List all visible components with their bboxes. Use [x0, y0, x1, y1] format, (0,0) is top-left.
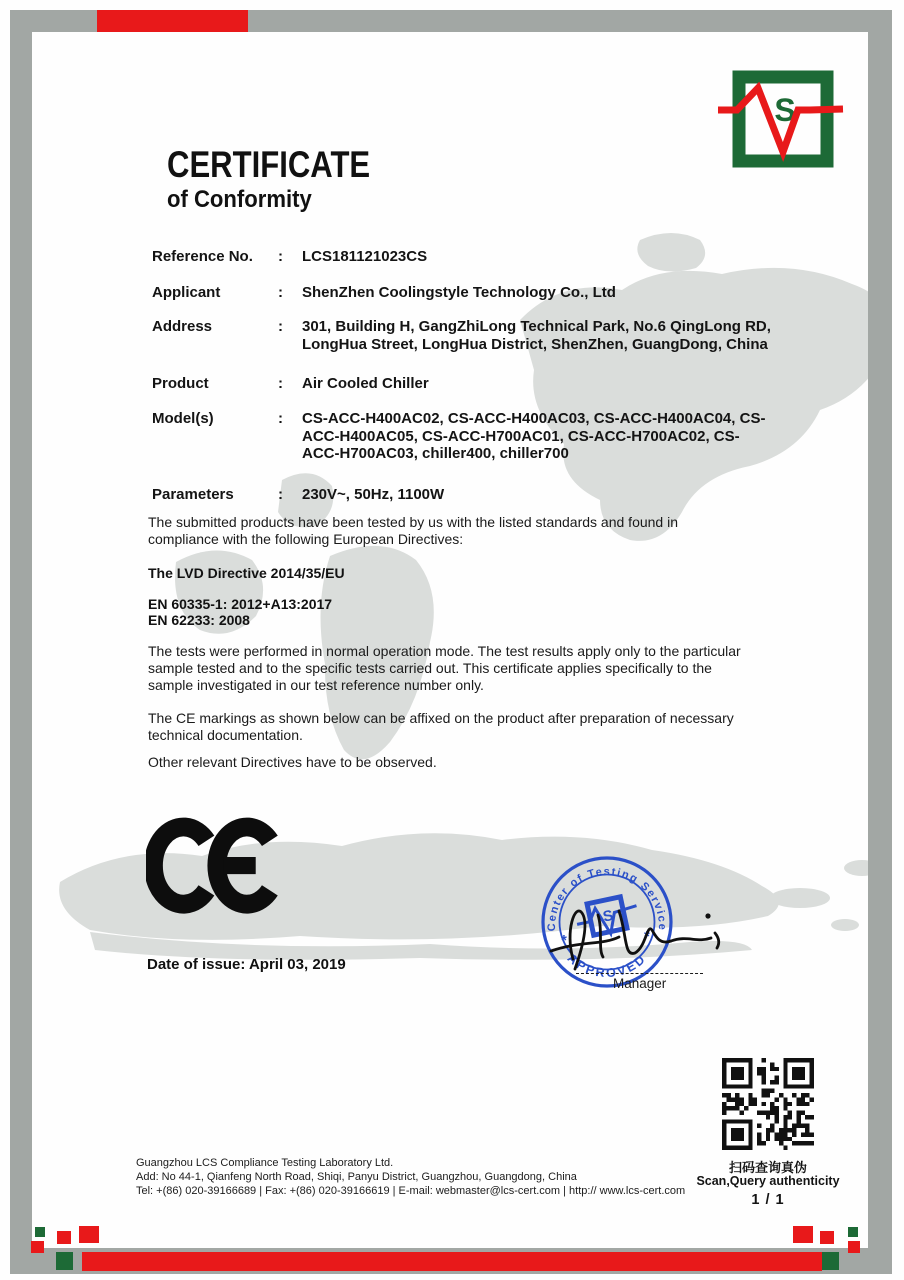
field-row-applicant [152, 284, 777, 302]
paragraph-tests: The tests were performed in normal operation mode. The test results apply only to the particular sample tested and to the specific tests carried out. This certificate applies specifically to the sample investigated in our test reference number only. [148, 643, 741, 693]
corner-sq-red-r2 [820, 1231, 834, 1244]
qr-caption-english: Scan,Query authenticity [696, 1174, 840, 1188]
manager-label: Manager [613, 976, 667, 991]
corner-sq-red-l1 [31, 1241, 44, 1253]
footer-company: Guangzhou LCS Compliance Testing Laboratory Ltd. [136, 1157, 394, 1169]
field-colon: : [278, 284, 283, 301]
stamp-star-right: * [644, 928, 650, 945]
field-colon: : [278, 318, 283, 335]
top-red-accent [97, 10, 248, 32]
bottom-green-right [822, 1252, 839, 1270]
stamp-logo-letter-s: S [601, 906, 615, 926]
field-colon: : [278, 486, 283, 503]
bottom-green-left [56, 1252, 73, 1270]
field-label-product: Product [152, 375, 209, 392]
field-value-parameters: 230V~, 50Hz, 1100W [302, 486, 445, 503]
corner-sq-red-l3 [79, 1226, 99, 1243]
certificate-title: CERTIFICATE [167, 144, 371, 185]
lcs-logo [715, 65, 845, 170]
field-label-applicant: Applicant [152, 284, 221, 301]
field-colon: : [278, 410, 283, 427]
frame-right [868, 10, 892, 1274]
field-value-reference: LCS181121023CS [302, 248, 428, 265]
ce-mark [146, 810, 296, 922]
paragraph-ce-note: The CE markings as shown below can be affixed on the product after preparation of necessary technical documentation. [148, 710, 734, 743]
logo-letter-s: S [774, 92, 796, 128]
field-label-address: Address [152, 318, 213, 335]
page-indicator: 1 / 1 [751, 1192, 785, 1208]
field-value-models: CS-ACC-H400AC02, CS-ACC-H400AC03, CS-ACC-H400AC04, CS-ACC-H400AC05, CS-ACC-H700AC01, CS-ACC-H700AC02, CS-ACC-H700AC03, chiller400, chiller700 [302, 410, 766, 462]
paragraph-lvd-directive: The LVD Directive 2014/35/EU [148, 565, 345, 581]
standard-line-1: EN 60335-1: 2012+A13:2017 [148, 596, 333, 612]
frame-left [10, 10, 32, 1274]
field-row-reference [152, 248, 777, 266]
signature-line [576, 973, 703, 974]
standard-line-2: EN 62233: 2008 [148, 612, 250, 628]
stamp-arc-top-text: Center of Testing Service [545, 865, 669, 932]
corner-sq-red-r1 [848, 1241, 860, 1253]
corner-sq-red-r3 [793, 1226, 813, 1243]
field-value-address: 301, Building H, GangZhiLong Technical Park, No.6 QingLong RD, LongHua Street, LongHua District, ShenZhen, GuangDong, China [302, 318, 771, 353]
corner-sq-green-l [35, 1227, 45, 1237]
footer-address: Add: No 44-1, Qianfeng North Road, Shiqi, Panyu District, Guangzhou, Guangdong, China [136, 1171, 577, 1183]
field-colon: : [278, 248, 283, 265]
field-colon: : [278, 375, 283, 392]
field-label-parameters: Parameters [152, 486, 234, 503]
footer-contact: Tel: +(86) 020-39166689 | Fax: +(86) 020-39166619 | E-mail: webmaster@lcs-cert.com | http:// www.lcs-cert.com [136, 1185, 686, 1197]
qr-caption-chinese: 扫码查询真伪 [728, 1160, 807, 1175]
field-label-reference: Reference No. [152, 248, 253, 265]
certificate-subtitle: of Conformity [167, 186, 312, 213]
field-row-product [152, 375, 777, 393]
stamp-arc-bottom-text: APPROVED [564, 951, 650, 981]
qr-code [722, 1058, 814, 1150]
field-value-product: Air Cooled Chiller [302, 375, 429, 392]
bottom-red-bar [82, 1252, 822, 1271]
field-row-models [152, 410, 777, 463]
field-label-models: Model(s) [152, 410, 214, 427]
corner-sq-green-r [848, 1227, 858, 1237]
field-row-parameters [152, 486, 777, 504]
stamp-star-left: * [561, 932, 567, 949]
field-row-address [152, 318, 777, 353]
field-value-applicant: ShenZhen Coolingstyle Technology Co., Ltd [302, 284, 616, 301]
paragraph-other-directives: Other relevant Directives have to be observed. [148, 754, 437, 770]
paragraph-intro: The submitted products have been tested by us with the listed standards and found in compliance with the following European Directives: [148, 514, 678, 547]
corner-sq-red-l2 [57, 1231, 71, 1244]
date-of-issue: Date of issue: April 03, 2019 [147, 956, 346, 973]
